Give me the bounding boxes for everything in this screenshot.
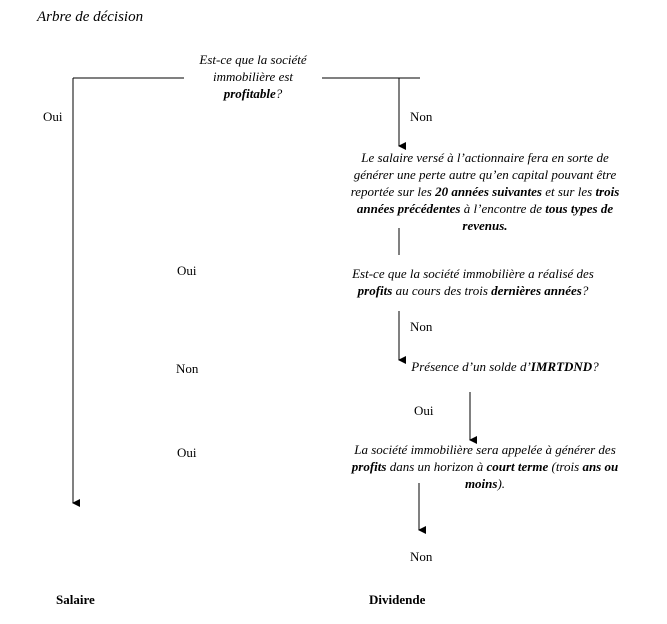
box1-l2: générer une perte autre qu’en capital pouvant être bbox=[353, 167, 617, 182]
box2-l2 bbox=[303, 458, 667, 475]
q2-l2c: dernières années bbox=[491, 283, 582, 298]
q2-l1: Est-ce que la société immobilière a réalisé des bbox=[352, 266, 594, 281]
label-oui-2: Oui bbox=[177, 263, 197, 278]
q1-line1: Est-ce que la société bbox=[199, 52, 307, 67]
box1-l4a: années précédentes bbox=[356, 201, 461, 216]
outcome-salary-loss bbox=[303, 149, 667, 234]
q2-l2a: profits bbox=[357, 283, 393, 298]
label-non-4: Non bbox=[410, 549, 433, 564]
box2-l3a: moins bbox=[464, 476, 498, 491]
box2-l2d: (trois bbox=[548, 459, 583, 474]
box1-l5b: revenus. bbox=[462, 218, 508, 233]
q3-b: IMRTDND bbox=[530, 359, 593, 374]
q3-line bbox=[380, 358, 630, 375]
box2-l1: La société immobilière sera appelée à générer des bbox=[354, 442, 616, 457]
result-dividende: Dividende bbox=[369, 592, 426, 607]
diagram-title: Arbre de décision bbox=[37, 9, 144, 25]
q2-l2 bbox=[313, 282, 633, 299]
q1-line2: immobilière est bbox=[212, 69, 294, 84]
label-non-1: Non bbox=[410, 109, 433, 124]
box2-l3 bbox=[303, 475, 667, 492]
box2-l2e: ans ou bbox=[582, 459, 619, 474]
box1-l3 bbox=[303, 183, 667, 200]
q3-a: Présence d’un solde d’ bbox=[411, 359, 531, 374]
outcome-short-term-profits bbox=[303, 441, 667, 492]
label-oui-4: Oui bbox=[177, 445, 197, 460]
q2-l2b: au cours des trois bbox=[392, 283, 492, 298]
question-profits-3-years bbox=[313, 265, 633, 299]
result-salaire: Salaire bbox=[56, 592, 95, 607]
box2-l2b: dans un horizon à bbox=[386, 459, 487, 474]
question-imrtdnd bbox=[380, 358, 630, 375]
box2-l2c: court terme bbox=[486, 459, 549, 474]
q1-end: ? bbox=[275, 86, 283, 101]
box1-l3d: trois bbox=[595, 184, 620, 199]
q2-l2d: ? bbox=[581, 283, 589, 298]
box1-l3b: 20 années suivantes bbox=[435, 184, 542, 199]
label-non-3: Non bbox=[176, 361, 199, 376]
q3-c: ? bbox=[592, 359, 599, 374]
box2-l2a: profits bbox=[351, 459, 387, 474]
box1-l4b: à l’encontre de bbox=[460, 201, 546, 216]
question-profitable bbox=[170, 51, 336, 102]
box1-l1: Le salaire versé à l’actionnaire fera en sorte de bbox=[361, 150, 609, 165]
box1-l4 bbox=[303, 200, 667, 217]
label-oui-1: Oui bbox=[43, 109, 63, 124]
box1-l3c: et sur les bbox=[541, 184, 596, 199]
box2-l3b: ). bbox=[497, 476, 506, 491]
box1-l3a: reportée sur les bbox=[350, 184, 436, 199]
box1-l5 bbox=[303, 217, 667, 234]
q1-bold: profitable bbox=[223, 86, 276, 101]
label-oui-3: Oui bbox=[414, 403, 434, 418]
q1-line3 bbox=[170, 85, 336, 102]
label-non-2: Non bbox=[410, 319, 433, 334]
box1-l4c: tous types de bbox=[545, 201, 614, 216]
